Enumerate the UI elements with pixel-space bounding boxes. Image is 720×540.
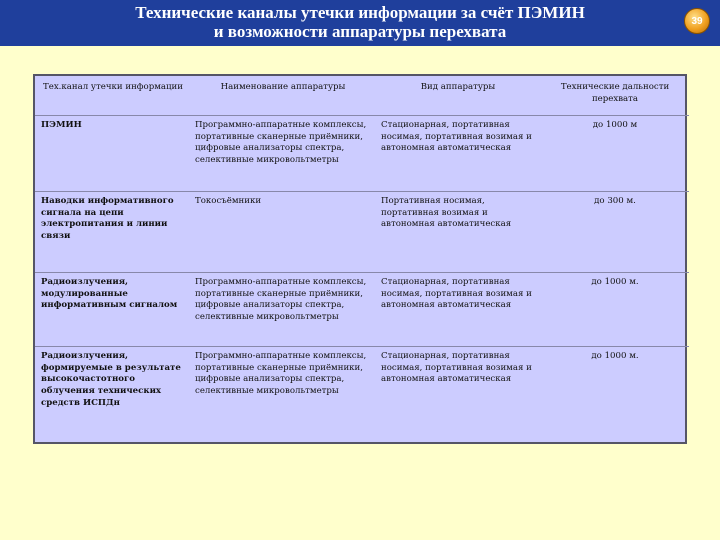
header-channel: Тех.канал утечки информации: [43, 82, 183, 92]
slide-title-line-2: и возможности аппаратуры перехвата: [213, 22, 507, 41]
table: [35, 76, 689, 434]
cell-type: Портативная носимая, портативная возимая и автономная автоматическая: [381, 196, 512, 230]
table-row: [35, 273, 689, 347]
title-bar: [0, 0, 720, 46]
slide-title: [0, 3, 720, 41]
cell-channel: Радиоизлучения, формируемые в результате высокочастотного облучения технических средств ИСПДн: [41, 351, 181, 408]
table-row: [35, 347, 689, 435]
header-range: Технические дальности перехвата: [560, 82, 670, 104]
cell-equipment: Программно-аппаратные комплексы, портативные сканерные приёмники, цифровые анализаторы спектра, селективные микровольтметры: [195, 277, 367, 323]
cell-equipment: Программно-аппаратные комплексы, портативные сканерные приёмники, цифровые анализаторы спектра, селективные микровольтметры: [195, 120, 367, 166]
leakage-channels-table: [33, 74, 687, 444]
table-row: [35, 116, 689, 192]
cell-type: Стационарная, портативная носимая, портативная возимая и автономная автоматическая: [381, 120, 532, 154]
cell-range: до 1000 м.: [591, 277, 639, 287]
header-equipment: Наименование аппаратуры: [220, 82, 346, 92]
cell-channel: ПЭМИН: [41, 120, 82, 130]
header-type: Вид аппаратуры: [420, 82, 496, 92]
cell-equipment: Токосъёмники: [195, 196, 262, 206]
cell-range: до 1000 м: [592, 120, 638, 130]
cell-range: до 300 м.: [594, 196, 636, 206]
cell-range: до 1000 м.: [591, 351, 639, 361]
slide-title-line-1: Технические каналы утечки информации за счёт ПЭМИН: [135, 3, 585, 22]
cell-type: Стационарная, портативная носимая, портативная возимая и автономная автоматическая: [381, 277, 532, 311]
cell-equipment: Программно-аппаратные комплексы, портативные сканерные приёмники, цифровые анализаторы спектра, селективные микровольтметры: [195, 351, 367, 397]
page-number-badge: 39: [684, 8, 710, 34]
table-row: [35, 192, 689, 273]
table-header-row: [35, 76, 689, 116]
cell-channel: Наводки информативного сигнала на цепи электропитания и линии связи: [41, 196, 174, 242]
cell-channel: Радиоизлучения, модулированные информативным сигналом: [41, 277, 178, 311]
cell-type: Стационарная, портативная носимая, портативная возимая и автономная автоматическая: [381, 351, 532, 385]
